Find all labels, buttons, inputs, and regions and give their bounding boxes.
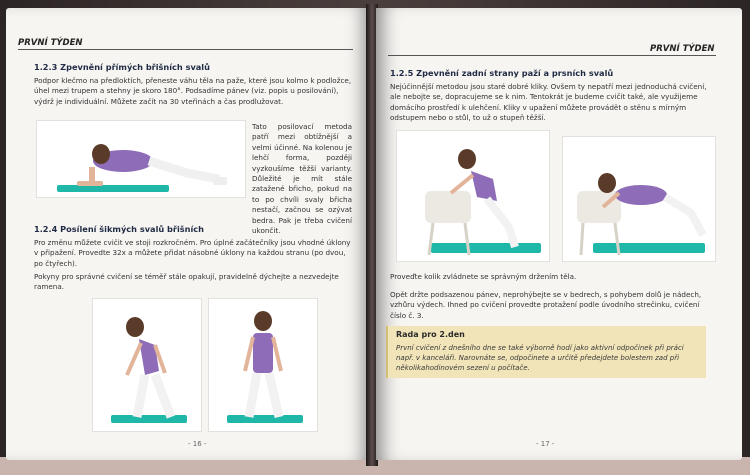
tip-box <box>386 326 706 378</box>
page-number: - 17 - <box>536 440 555 448</box>
tip-text: První cvičení z dnešního dne se také výborně hodí jako aktivní odpočinek při práci např. v kanceláři. Narovnáte se, odpočinete a určitě předejdete bolestem zad při několikahodinovém sezení u počítače. <box>396 344 684 372</box>
standing-pose-photo <box>208 298 318 432</box>
chair-pushup-photo-2 <box>562 136 716 262</box>
side-paragraph: Tato posilovací metoda patří mezi obtížnější a velmi účinné. Na kolenou je lehčí forma, později vyzkoušíme těžší varianty. Důležité je mít stále zatažené břicho, pokud na to po chvíli svaly břicha nestačí, začnou se ozývat bedra. Pak je třeba cvičení ukončit. <box>252 122 352 236</box>
right-page <box>376 8 742 460</box>
paragraph: Opět držte podsazenou pánev, neprohýbejte se v bedrech, s pohybem dolů je nádech, vzhůru výdech. Ihned po cvičení provedte protažení podle úvodního strečinku, cvičení číslo č. 3. <box>390 290 702 320</box>
paragraph: Podpor klečmo na předloktích, přeneste váhu těla na paže, které jsou kolmo k podložce, úhel mezi trupem a stehny je skoro 180°. Podsadíme pánev (viz. popis u posilování), výdrž je individuální. Můžete začít na 30 vteřinách a čas prodlužovat. <box>34 76 352 106</box>
running-head: PRVNÍ TÝDEN <box>650 44 715 54</box>
left-page <box>6 8 368 460</box>
paragraph: Pro změnu můžete cvičit ve stoji rozkročném. Pro úplné začátečníky jsou vhodné úklony v připažení. Provedte 32x a můžete přidat násobné úklony na každou stranu (po dvou, po čtyřech). <box>34 238 351 268</box>
header-rule <box>18 49 353 50</box>
paragraph: Pokyny pro správné cvičení se téměř stále opakují, pravidelně dýchejte a nezvedejte ramena. <box>34 272 339 292</box>
plank-exercise-photo <box>36 120 246 198</box>
section-heading: 1.2.4 Posílení šikmých svalů břišních <box>34 224 204 234</box>
running-head: PRVNÍ TÝDEN <box>18 38 83 48</box>
side-bend-photo <box>92 298 202 432</box>
tip-title: Rada pro 2.den <box>396 330 465 339</box>
paragraph: Nejúčinnější metodou jsou staré dobré kliky. Ovšem ty nepatří mezi jednoduchá cvičení, ale nebojte se, dopracujeme se k nim. Tentokrát je budeme cvičit také, ale využijeme domácího prostředí k ulehčení. Kliky v upažení můžete provádět o stěnu s mírným odstupem nebo o stůl, to už o stupeň těžší. <box>390 82 707 123</box>
section-heading: 1.2.5 Zpevnění zadní strany paží a prsních svalů <box>390 68 614 78</box>
section-heading: 1.2.3 Zpevnění přímých břišních svalů <box>34 62 210 72</box>
page-number: - 16 - <box>188 440 207 448</box>
paragraph: Proveďte kolik zvládnete se správným držením těla. <box>390 272 577 281</box>
chair-pushup-photo-1 <box>396 130 550 262</box>
header-rule <box>388 55 716 56</box>
